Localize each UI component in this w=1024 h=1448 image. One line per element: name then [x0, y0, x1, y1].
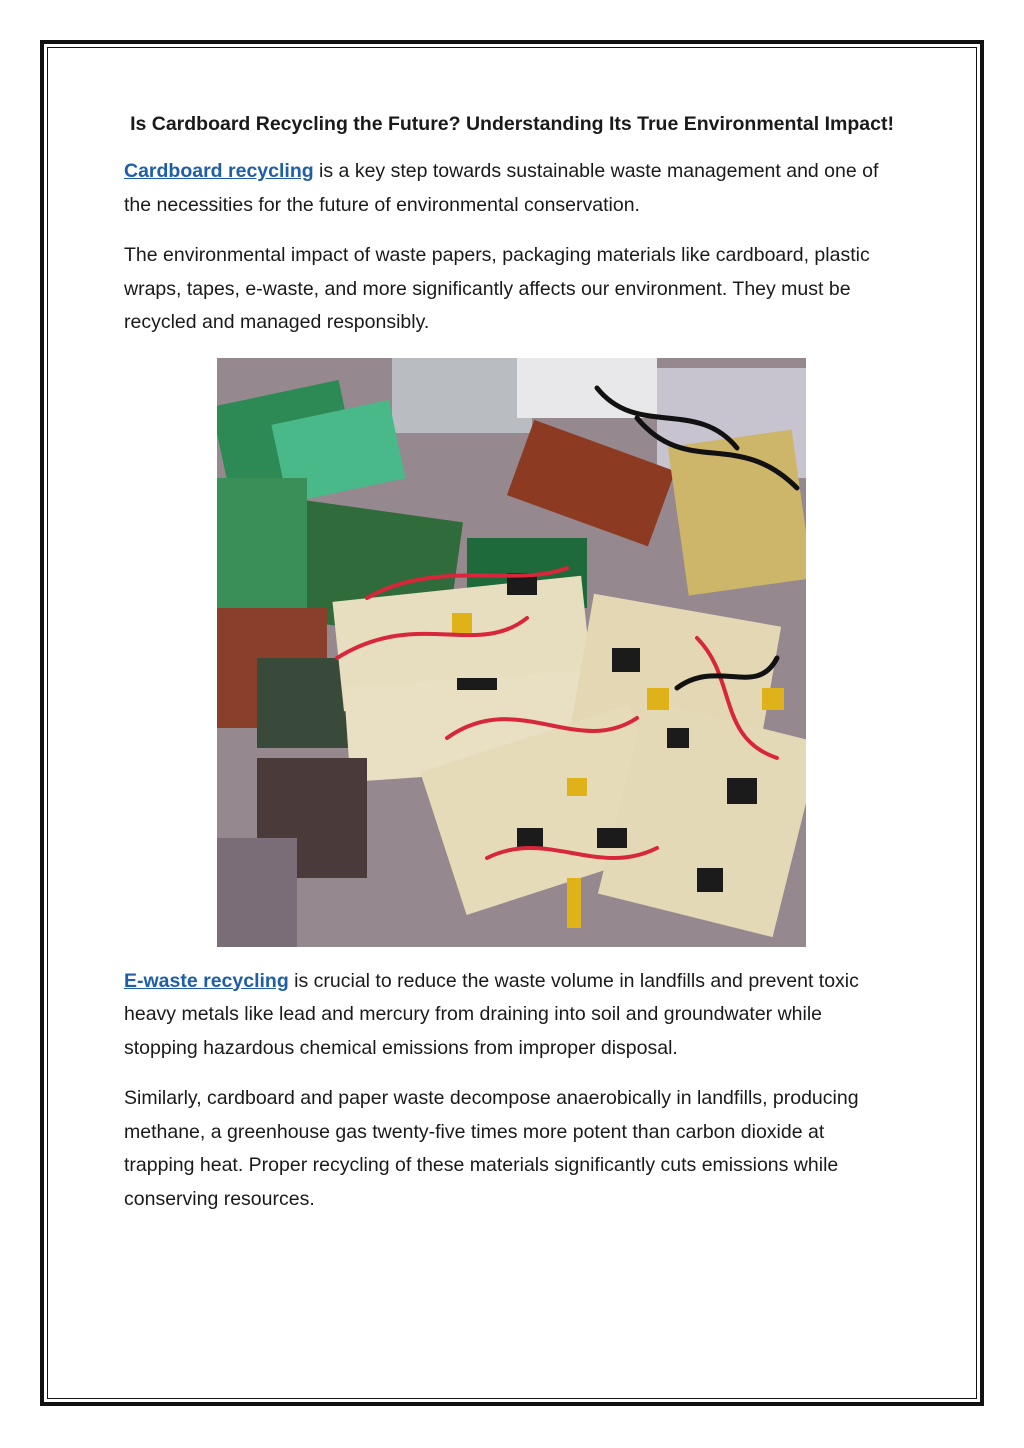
cardboard-recycling-link[interactable]: Cardboard recycling [124, 160, 314, 182]
paragraph-e-waste [124, 965, 900, 1066]
paragraph-text: is a key step towards sustainable waste management and one of the necessities for the future of environmental conservation. [124, 160, 879, 216]
paragraph-methane [124, 1082, 900, 1216]
e-waste-circuit-boards-photo [217, 358, 806, 947]
e-waste-recycling-link[interactable]: E-waste recycling [124, 969, 289, 992]
document-title: Is Cardboard Recycling the Future? Understanding Its True Environmental Impact! [130, 113, 894, 135]
paragraph-environmental-impact [124, 239, 900, 340]
paragraph-text: is crucial to reduce the waste volume in landfills and prevent toxic heavy metals like lead and mercury from draining into soil and groundwater while stopping hazardous chemical emissions from improper disposal. [124, 969, 859, 1059]
paragraph-text: The environmental impact of waste papers, packaging materials like cardboard, plastic wraps, tapes, e-waste, and more significantly affects our environment. They must be recycled and managed responsibly. [124, 244, 870, 333]
document-body [124, 108, 900, 1233]
paragraph-text: Similarly, cardboard and paper waste decompose anaerobically in landfills, producing methane, a greenhouse gas twenty-five times more potent than carbon dioxide at trapping heat. Proper recycling of these materials significantly cuts emissions while conserving resources. [124, 1087, 859, 1210]
e-waste-photo-illustration [217, 358, 806, 947]
paragraph-cardboard-intro [124, 155, 900, 222]
